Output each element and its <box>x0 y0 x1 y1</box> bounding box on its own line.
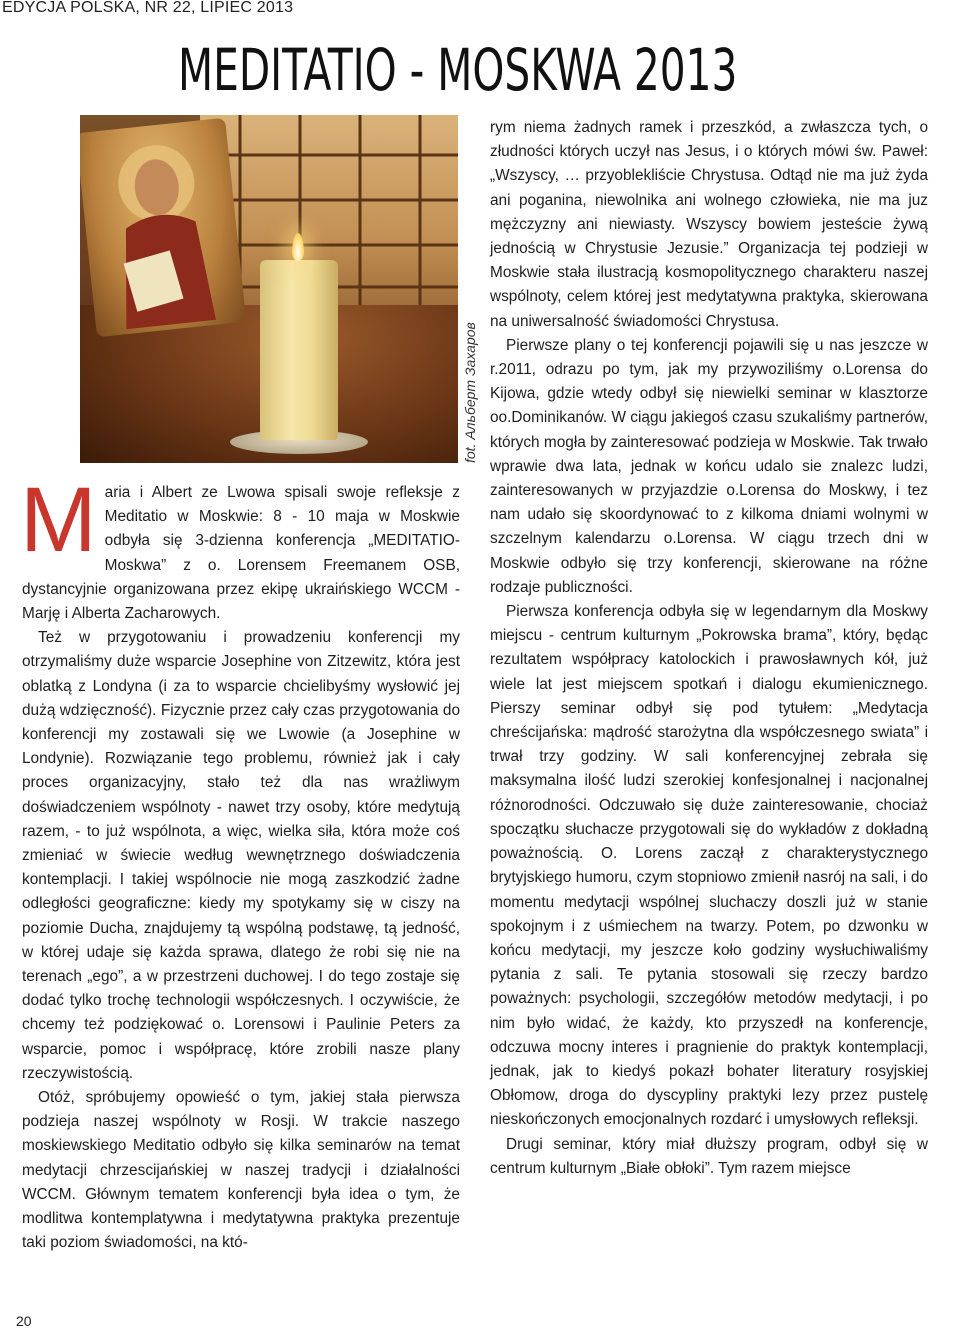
paragraph: Pierwsze plany o tej konferencji pojawili się u nas jeszcze w r.2011, odrazu po tym, jak my przywoziliśmy o.Lorensa do Kijowa, gdzie wtedy odbył się niewielki seminar w klasztorze oo.Dominikanów. W ciągu jakiegoś czasu szukaliśmy partnerów, których mogła by zainteresować podzieja w Moskwie. Tak trwało wprawie dwa lata, jednak w końcu udalo sie znalezc ludzi, zainteresowanych w przyjazdzie o.Lorensa do Moskwy, i tez nam udało się skoordynować to z kilkoma dniami wolnymi w szczelnym kalendarzu o.Lorensa. W ciągu trzech dni w Moskwie odbyło się trzy konferencji, skierowane na różne rodzaje publiczności. <box>490 336 928 596</box>
paragraph: Drugi seminar, który miał dłuższy program, odbył się w centrum kulturnym „Białe obłoki”. Tym razem miejsce <box>490 1135 928 1177</box>
paragraph: Otóż, spróbujemy opowieść o tym, jakiej stała pierwsza podzieja naszej wspólnoty w Rosji. W trakcie naszego moskiewskiego Meditatio odbyło się kilka seminarów na temat medytacji chrzescijańskiej w naszej tradycji i działalności WCCM. Głównym tematem konferencji była idea o tym, że modlitwa kontemplatywna i medytatywna praktyka prezentuje taki poziom świadomości, na któ- <box>22 1089 460 1252</box>
paragraph: rym niema żadnych ramek i przeszkód, a zwłaszcza tych, o złudności których uczył nas Jesus, i o których mówi św. Paweł: „Wszyscy, … przyoblekliście Chrystusa. Odtąd nie ma już żyda ani poganina, niewolnika ani wolnego człowieka, nie ma juz mężczyzny ani niewiasty. Wszyscy bowiem jesteście żywą jednością w Chrystusie Jezusie.” Organizacja tej podzieji w Moskwie stała ilustracją kosmopolitycznego charakteru naszej wspólnoty, celem której jest medytatywna praktyka, skierowana na uniwersalność świadomości Chrystusa. <box>490 119 928 330</box>
paragraph: Też w przygotowaniu i prowadzeniu konferencji my otrzymaliśmy duże wsparcie Josephine von Zitzewitz, która jest oblatką z Londyna (i za to wsparcie chcielibyśmy wysłowić jej dużą wdzięczność). Fizycznie przez cały czas przygotowania do konferencji my zostawali się we Lwowie (a Josephine w Londynie). Rozwiązanie tego problemu, również jak i cały proces organizacyjny, stało też dla nas wrażliwym doświadczeniem wspólnoty - nawet trzy osoby, które medytują razem, - to już wspólnota, a więc, wielka siła, która może coś zmieniać w świecie według wewnętrznego doświadczenia kontemplacji. I takiej wspólnocie nie mogą zaszkodzić żadne odległości geograficzne: kiedy my spotykamy się w ciszy na poziomie Ducha, znajdujemy tą wspólną podstawę, tą jedność, w której udaje się każda sprawa, dlatego że robi się nie na terenach „ego”, a w przestrzeni duchowej. I do tego zostaje się dodać tylko trochę technologii współczesnych. I oczywiście, że chcemy też podziękować o. Lorensowi i Paulinie Peters za wsparcie, pomoc i współpracę, które zrobili nasze plany rzeczywistością. <box>22 629 460 1082</box>
candle-icon <box>260 260 338 440</box>
article-photo <box>80 115 458 463</box>
edition-header: EDYCJA POLSKA, NR 22, LIPIEC 2013 <box>2 0 294 16</box>
lead-paragraph: Maria i Albert ze Lwowa spisali swoje refleksje z Meditatio w Moskwie: 8 - 10 maja w Moskwie odbyła się 3-dzienna konferencja „MEDITATIO-Moskwa” z o. Lorensem Freemanem OSB, dystancyjnie organizowana przez ekipę ukraińskiego WCCM - Marję i Alberta Zacharowych. <box>20 469 460 623</box>
left-column <box>20 469 460 1256</box>
icon-painting <box>80 118 246 338</box>
article-title: MEDITATIO - MOSKWA 2013 <box>178 36 738 104</box>
page-number: 20 <box>16 1313 32 1329</box>
drop-cap: M <box>20 469 97 571</box>
right-column <box>490 116 928 1181</box>
paragraph: Pierwsza konferencja odbyła się w legendarnym dla Moskwy miejscu - centrum kulturnym „Pokrowska brama”, który, będąc rezultatem współpracy katolockich i prawosławnych kół, już wiele lat jest miejscem spotkań i dialogu ekumienicznego. Pierszy seminar odbył się pod tytułem: „Medytacja chreścijańska: mądrość starożytna dla współczesnego swiata” i trwał trzy godziny. W sali konferencyjnej zebrała się maksymalna ilość ludzi szerokiej konfesjonalnej i nacjonalnej różnorodności. Odczuwało się duże zainteresowanie, chociaż spoczątku słuchacze przygotowali się do wykładów z dokładną poważnością. O. Lorens zaczął z charakterystycznego brytyjskiego humoru, czym stopniowo zmienił nasrój na sali, i do momentu medytacji wspólnej sluchaczy doszli już w stanie spokojnym i z uśmiechem na twarzy. Potem, po dzwonku w końcu medytacji, my jeszcze koło godziny wysłuchiwaliśmy pytania z sali. Te pytania stosowali się rzeczy bardzo poważnych: psychologii, szczegółów metodów medytacji, i po nim było widać, że każdy, kto przyszedł na konferencje, odczuwa mocny interes i pragnienie do praktyk kontemplacji, jednak, jak to kiedyś pokazł bohater literatury rosyjskiej Obłomow, droga do dyscypliny praktyki lezy przez pustelę nieskończonych emocjonalnych rozdarć i umysłowych refleksji. <box>490 603 928 1129</box>
photo-credit: fot. Альберт Захаров <box>462 322 478 463</box>
